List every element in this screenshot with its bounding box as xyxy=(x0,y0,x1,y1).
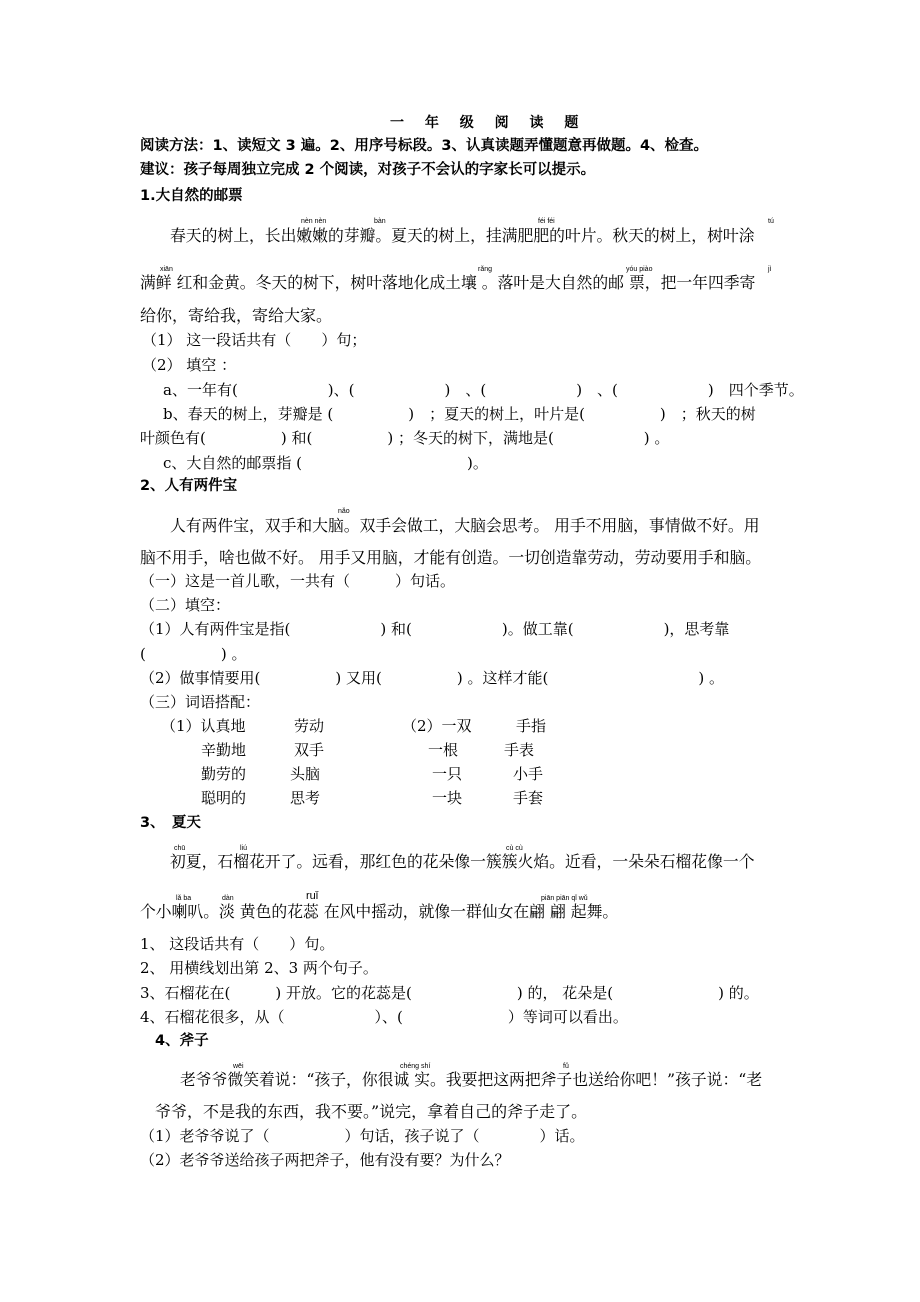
section-3-question-2: 2、 用横线划出第 2、3 两个句子。 xyxy=(140,959,378,977)
match-right-a-2: 一根 xyxy=(428,741,459,759)
match-mid-2: 双手 xyxy=(294,741,325,759)
pinyin-fu: fǔ xyxy=(563,1063,569,1070)
section-4-question-2: （2）老爷爷送给孩子两把斧子，他有没有要？为什么？ xyxy=(140,1151,510,1169)
section-4-passage-line-1: 老爷爷微笑着说：“孩子，你很诚 实。我要把这两把斧子也送给你吧！”孩子说：“老 xyxy=(180,1070,763,1089)
section-2-fill-2: （2）做事情要用( ) 又用( ) 。这样才能( ) 。 xyxy=(140,669,724,687)
section-1-question-1: （1） 这一段话共有（ ）句； xyxy=(142,331,367,349)
section-2-question-2: （二）填空： xyxy=(140,596,231,614)
match-right-b-1: 手指 xyxy=(516,717,547,735)
pinyin-wei: wēi xyxy=(233,1063,244,1070)
match-right-b-3: 小手 xyxy=(513,765,544,783)
section-3-passage-line-2: 个小喇叭。淡 黄色的花蕊 在风中摇动，就像一群仙女在翩 翩 起舞。 xyxy=(140,902,619,921)
match-mid-1: 劳动 xyxy=(294,717,325,735)
advice-note: 建议：孩子每周独立完成 2 个阅读，对孩子不会认的字家长可以提示。 xyxy=(140,162,596,178)
pinyin-dan: dàn xyxy=(222,895,234,902)
match-right-a-3: 一只 xyxy=(432,765,463,783)
section-1-question-b-line-2: 叶颜色有( ) 和( ) ；冬天的树下，满地是( ) 。 xyxy=(140,429,670,447)
pinyin-rui: ruǐ xyxy=(306,890,319,902)
match-mid-4: 思考 xyxy=(290,789,321,807)
match-left-3: 勤劳的 xyxy=(201,765,247,783)
pinyin-tu: tú xyxy=(768,218,774,225)
section-4-heading: 4、斧子 xyxy=(155,1033,209,1049)
match-right-a-4: 一块 xyxy=(432,789,463,807)
pinyin-nao: nǎo xyxy=(338,508,350,515)
pinyin-xian: xiān xyxy=(160,266,173,273)
section-1-question-2: （2） 填空 ： xyxy=(142,356,237,374)
pinyin-youpiao: yóu piào xyxy=(626,266,653,273)
match-mid-3: 头脑 xyxy=(290,765,321,783)
section-2-heading: 2、人有两件宝 xyxy=(140,478,238,494)
section-2-question-1: （一）这是一首儿歌，一共有（ ）句话。 xyxy=(140,572,456,590)
pinyin-ji: jì xyxy=(768,266,772,273)
section-1-question-a: a、一年有( )、( ) 、( ) 、( ) 四个季节。 xyxy=(163,381,804,399)
section-1-question-b-line-1: b、春天的树上，芽瓣是 ( ) ；夏天的树上，叶片是( ) ；秋天的树 xyxy=(163,405,756,423)
section-4-passage-line-2: 爷爷，不是我的东西，我不要。”说完，拿着自己的斧子走了。 xyxy=(155,1102,588,1121)
pinyin-rang: rǎng xyxy=(478,266,493,273)
section-3-question-3: 3、石榴花在( ) 开放。它的花蕊是( ) 的， 花朵是( ) 的。 xyxy=(140,984,759,1002)
section-3-passage-line-1: 初夏，石榴花开了。远看，那红色的花朵像一簇簇火焰。近看，一朵朵石榴花像一个 xyxy=(170,852,755,871)
section-1-passage-line-1: 春天的树上，长出嫩嫩的芽瓣。夏天的树上，挂满肥肥的叶片。秋天的树上，树叶涂 xyxy=(170,226,755,245)
pinyin-chengshi: chéng shí xyxy=(400,1063,431,1070)
page-title: 一 年 级 阅 读 题 xyxy=(390,115,587,131)
section-3-heading: 3、 夏天 xyxy=(140,815,201,831)
section-2-fill-1-line-1: （1）人有两件宝是指( ) 和( )。做工靠( )，思考靠 xyxy=(140,620,730,638)
section-1-passage-line-3: 给你，寄给我，寄给大家。 xyxy=(140,306,333,325)
pinyin-laba: lǎ ba xyxy=(176,895,192,902)
pinyin-liu: liú xyxy=(240,845,248,852)
section-2-question-3: （三）词语搭配： xyxy=(140,693,261,711)
match-left-1: （1）认真地 xyxy=(161,717,246,735)
match-right-b-2: 手表 xyxy=(504,741,535,759)
section-1-passage-line-2: 满鲜 红和金黄。冬天的树下，树叶落地化成土壤 。落叶是大自然的邮 票，把一年四季寄 xyxy=(140,273,756,292)
pinyin-fei: féi féi xyxy=(538,218,555,225)
section-4-question-1: （1）老爷爷说了（ ）句话，孩子说了（ ）话。 xyxy=(140,1127,585,1145)
pinyin-cucu: cù cù xyxy=(506,845,523,852)
section-2-poem-line-1: 人有两件宝，双手和大脑。双手会做工，大脑会思考。 用手不用脑，事情做不好。用 xyxy=(170,516,760,535)
section-1-heading: 1.大自然的邮票 xyxy=(140,188,243,204)
section-1-question-c: c、大自然的邮票指 ( )。 xyxy=(163,454,488,472)
pinyin-pianpianqiwu: piān piān qǐ wǔ xyxy=(541,895,588,902)
pinyin-chu: chū xyxy=(174,845,186,852)
match-right-b-4: 手套 xyxy=(513,789,544,807)
section-3-question-1: 1、 这段话共有（ ）句。 xyxy=(140,935,335,953)
section-2-poem-line-2: 脑不用手，啥也做不好。 用手又用脑，才能有创造。一切创造靠劳动，劳动要用手和脑。 xyxy=(140,548,762,567)
pinyin-nen: nèn nèn xyxy=(301,218,327,225)
match-left-2: 辛勤地 xyxy=(201,741,247,759)
section-3-question-4: 4、石榴花很多，从（ ）、( ）等词可以看出。 xyxy=(140,1008,628,1026)
match-right-a-1: （2）一双 xyxy=(402,717,472,735)
reading-method: 阅读方法：1、读短文 3 遍。2、用序号标段。3、认真读题弄懂题意再做题。4、检查。 xyxy=(140,138,709,154)
section-2-fill-1-line-2: ( ) 。 xyxy=(140,645,247,663)
pinyin-ban: bàn xyxy=(374,218,386,225)
match-left-4: 聪明的 xyxy=(201,789,247,807)
